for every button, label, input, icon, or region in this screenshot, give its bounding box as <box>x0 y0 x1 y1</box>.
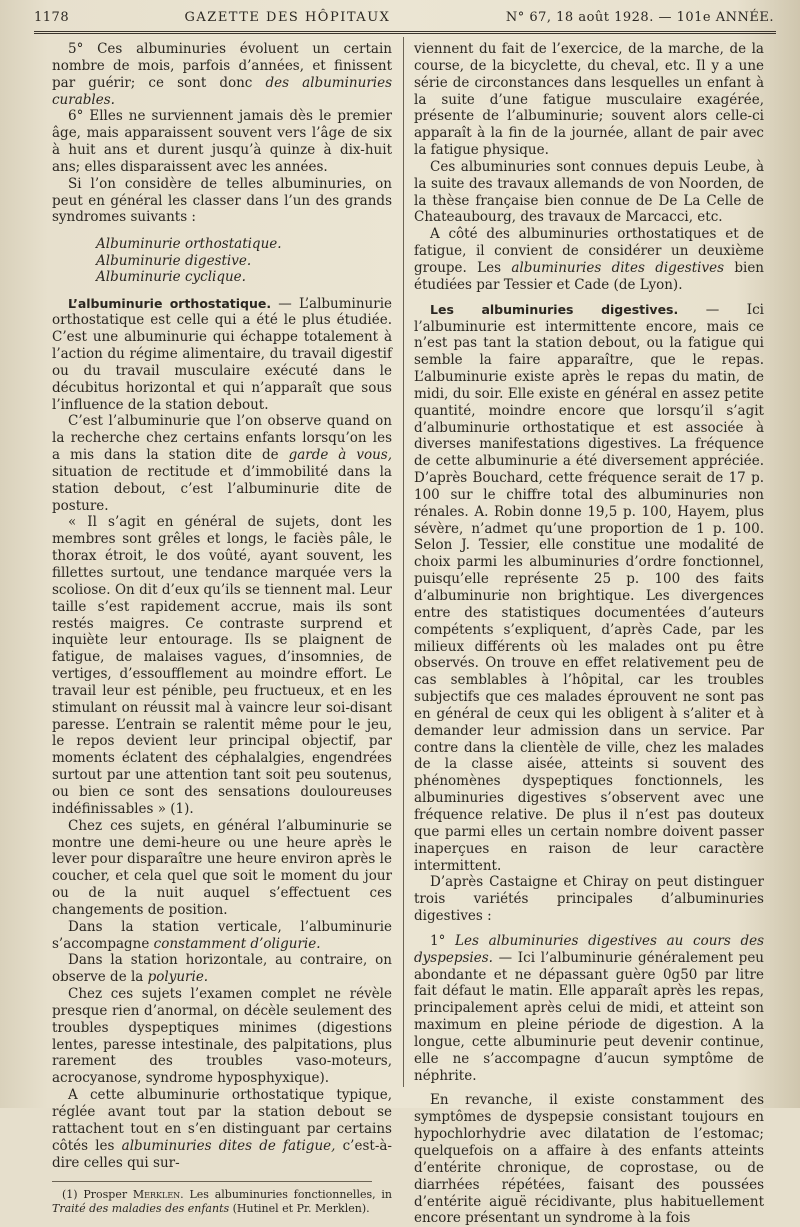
list-item: Albuminurie digestive. <box>96 252 252 269</box>
column-divider <box>403 37 404 1087</box>
header-rule <box>34 31 776 34</box>
paragraph: 1° Les albuminuries digestives au cours des dyspepsies. — Ici l’albuminurie généralement peu abondante et ne dépassant guère 0g50 par litre fait défaut le matin. Elle apparaît après les repas, principalement après celui de midi, et atteint son maximum en pleine période de digestion. A la longue, cette albuminurie peut devenir continue, elle ne s’accompagne d’aucun symptôme de néphrite. <box>414 932 764 1084</box>
section-heading: Les albuminuries digestives. <box>430 301 679 317</box>
paragraph: C’est l’albuminurie que l’on observe quand on la recherche chez certains enfants lorsqu’on les a mis dans la station dite de garde à vous, situation de rectitude et d’immobilité dans la station debout, c’est l’albuminurie dite de posture. <box>52 413 392 514</box>
paragraph: Dans la station verticale, l’albuminurie s’accompagne constamment d’oligurie. <box>52 918 392 952</box>
list-item: Albuminurie orthostatique. <box>96 236 282 253</box>
paragraph: A côté des albuminuries orthostatiques et de fatigue, il convient de considérer un deuxième groupe. Les albuminuries dites digestives bien étudiées par Tessier et Cade (de Lyon). <box>414 226 764 293</box>
footnote-rule <box>52 1181 372 1182</box>
section-paragraph: L’albuminurie orthostatique. — L’albuminurie orthostatique est celle qui a été le plus étudiée. C’est une albuminurie qui échappe totalement à l’action du régime alimentaire, du travail digestif ou du travail musculaire exécuté dans le décubitus horizontal et qui n’apparaît que sous l’influence de la station debout. <box>52 295 392 413</box>
list-item: Albuminurie cyclique. <box>96 269 246 286</box>
issue-info: N° 67, 18 août 1928. — 101e ANNÉE. <box>505 9 774 25</box>
section-paragraph: Les albuminuries digestives. — Ici l’albuminurie est intermittente encore, mais ce n’est pas tant la station debout, ou la fatigue qui semble la faire apparaître, que le repas. L’albuminurie existe après le repas du matin, de midi, du soir. Elle existe en général en assez petite quantité, moindre encore que lorsqu’il s’agit d’albuminurie orthostatique et est associée à diverses manifestations digestives. La fréquence de cette albuminurie a été diversement appréciée. D’après Bouchard, cette fréquence serait de 17 p. 100 sur le chiffre total des albuminuries non rénales. A. Robin donne 19,5 p. 100, Hayem, plus sévère, n’admet qu’une proportion de 1 p. 100. Selon J. Tessier, elle constitue une modalité de choix parmi les albuminuries d’ordre fonctionnel, puisqu’elle représente 25 p. 100 des faits d’albuminurie non brightique. Les divergences entre des statistiques documentées d’auteurs compétents s’expliquent, d’après Cade, par les milieux différents où les malades ont pu être observés. On trouve en effet relativement peu de cas semblables à l’hôpital, car les troubles subjectifs que ces malades éprouvent ne sont pas en général de ceux qui les obligent à s’aliter et à demander leur admission dans un service. Par contre dans la clientèle de ville, chez les malades de la classe aisée, atteints si souvent des phénomènes dyspeptiques fonctionnels, les albuminuries digestives s’observent avec une fréquence relative. De plus il n’est pas douteux que parmi elles un certain nombre doivent passer inaperçues en raison de leur caractère intermittent. <box>414 301 764 874</box>
paragraph: 6° Elles ne surviennent jamais dès le premier âge, mais apparaissent souvent vers l’âge de six à huit ans et durent jusqu’à quinze à dix-huit ans; elles disparaissent avec les années. <box>52 108 392 175</box>
paragraph: A cette albuminurie orthostatique typique, réglée avant tout par la station debout se rattachent tout en s’en distinguant par certains côtés les albuminuries dites de fatigue, c’est-à-dire celles qui sur- <box>52 1087 392 1171</box>
paragraph: Chez ces sujets l’examen complet ne révèle presque rien d’anormal, on décèle seulement des troubles dyspeptiques minimes (digestions lentes, paresse intestinale, des palpitations, plus rarement des troubles vaso-moteurs, acrocyanose, syndrome hyposphyxique). <box>52 986 392 1087</box>
paragraph: Dans la station horizontale, au contraire, on observe de la polyurie. <box>52 952 392 986</box>
syndrome-list <box>96 236 392 285</box>
footnote: (1) Prosper Merklen. Les albuminuries fonctionnelles, in Traité des maladies des enfants (Hutinel et Pr. Merklen). <box>52 1188 393 1216</box>
right-column <box>414 41 764 1227</box>
left-column <box>52 41 392 1216</box>
paragraph: Si l’on considère de telles albuminuries, on peut en général les classer dans l’un des grands syndromes suivants : <box>52 175 392 226</box>
running-header <box>34 5 774 29</box>
section-heading: L’albuminurie orthostatique. <box>68 295 272 311</box>
quote-paragraph: « Il s’agit en général de sujets, dont les membres sont grêles et longs, le faciès pâle, le thorax étroit, le dos voûté, ayant souvent, les fillettes surtout, une tendance marquée vers la scoliose. On dit d’eux qu’ils se tiennent mal. Leur taille s’est rapidement accrue, mais ils sont restés maigres. Ce contraste surprend et inquiète leur entourage. Ils se plaignent de fatigue, de malaises vagues, d’insomnies, de vertiges, d’essoufflement au moindre effort. Le travail leur est pénible, peu fructueux, et en les stimulant on réussit mal à vaincre leur soi-disant paresse. L’entrain se ralentit même pour le jeu, le repos devient leur principal objectif, par moments éclatent des céphalalgies, engendrées surtout par une attention tant soit peu soutenus, ou bien ce sont des sensations douloureuses indéfinissables » (1). <box>52 514 392 817</box>
paragraph: 5° Ces albuminuries évoluent un certain nombre de mois, parfois d’années, et finissent par guérir; ce sont donc des albuminuries curables. <box>52 41 393 108</box>
paragraph: D’après Castaigne et Chiray on peut distinguer trois variétés principales d’albuminuries digestives : <box>414 874 764 925</box>
paragraph: En revanche, il existe constamment des symptômes de dyspepsie consistant toujours en hypochlorhydrie avec dilatation de l’estomac; quelquefois on a affaire à des enfants atteints d’entérite chronique, de coprostase, ou de diarrhées répétées, faisant des poussées d’entérite aiguë récidivante, plus habituellement encore présentant un syndrome à la fois <box>414 1092 764 1227</box>
page-number: 1178 <box>34 9 70 25</box>
journal-title: GAZETTE DES HÔPITAUX <box>184 9 391 25</box>
paragraph: viennent du fait de l’exercice, de la marche, de la course, de la bicyclette, du cheval, etc. Il y a une série de circonstances dans lesquelles un enfant à la suite d’une fatigue musculaire exagérée, présente de l’albuminurie; souvent alors celle-ci apparaît à la fin de la journée, allant de pair avec la fatigue physique. <box>414 41 764 159</box>
paragraph: Ces albuminuries sont connues depuis Leube, à la suite des travaux allemands de von Noorden, de la thèse française bien connue de De La Celle de Chateaubourg, des travaux de Marcacci, etc. <box>414 158 764 226</box>
paragraph: Chez ces sujets, en général l’albuminurie se montre une demi-heure ou une heure après le lever pour disparaître une heure environ après le coucher, et cela quel que soit le moment du jour ou de la nuit auquel s’effectuent ces changements de position. <box>52 817 392 918</box>
